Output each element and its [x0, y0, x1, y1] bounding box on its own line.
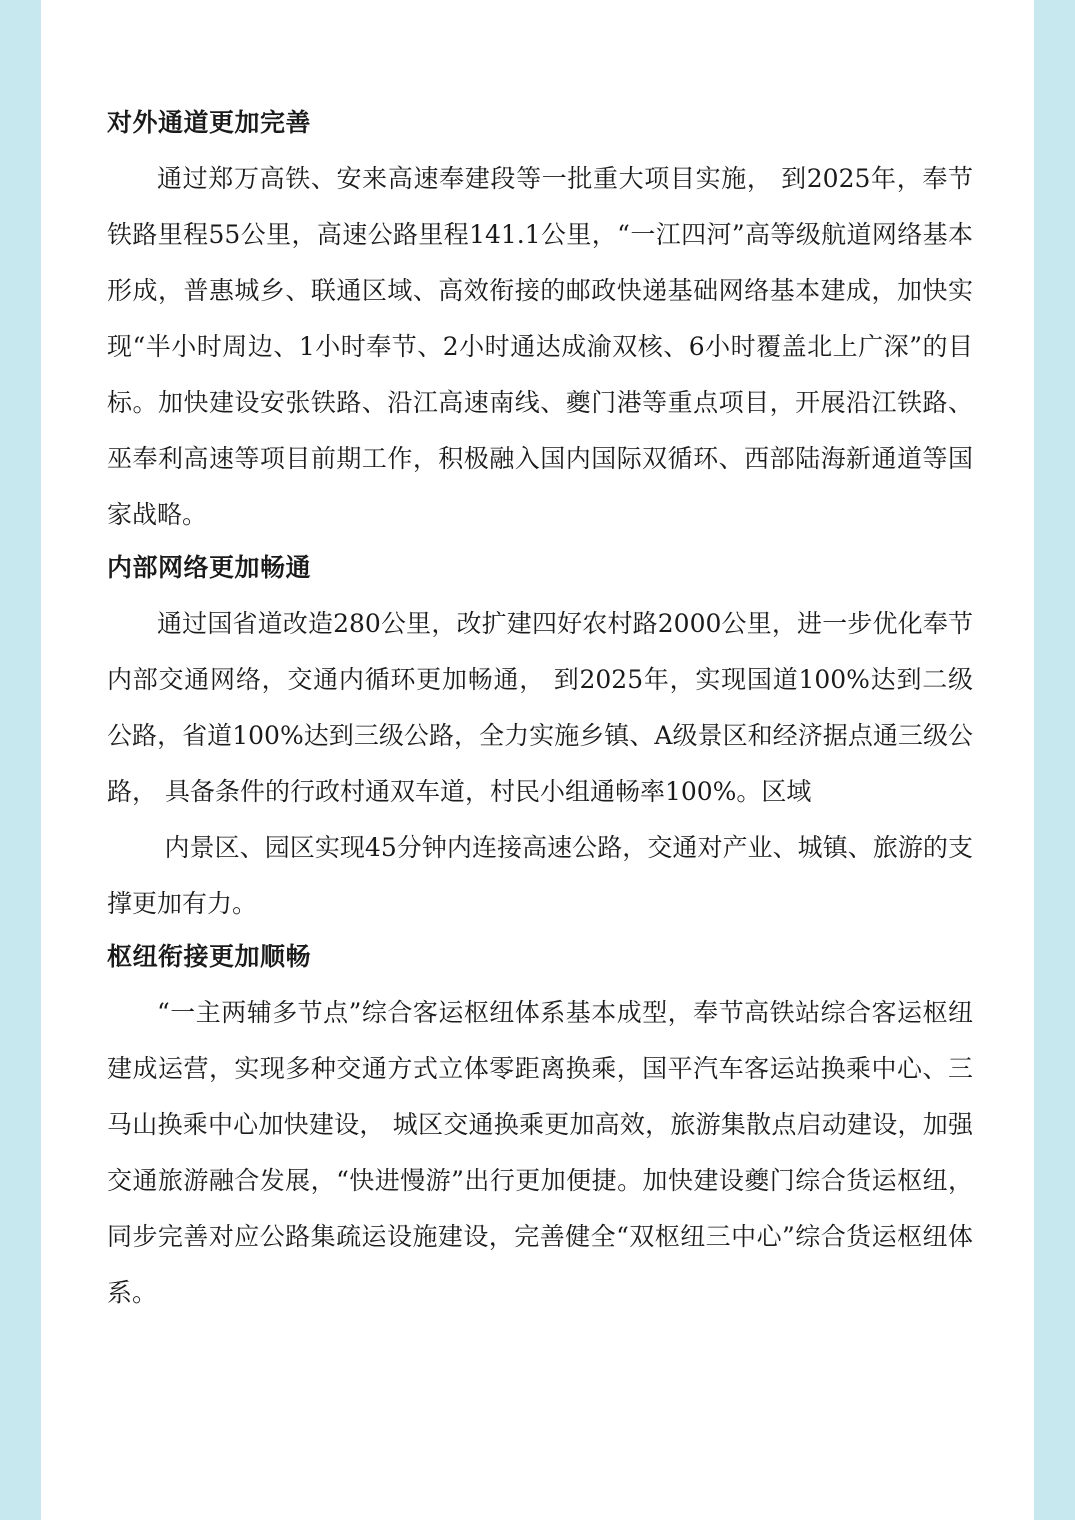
section-heading: 枢纽衔接更加顺畅	[107, 942, 312, 971]
paragraph: 通过郑万高铁、安来高速奉建段等一批重大项目实施， 到2025年，奉节铁路里程55公里，高速公路里程141.1公里，“一江四河”高等级航道网络基本形成，普惠城乡、联通区域、高效衔接的邮政快递基础网络基本建成，加快实现“半小时周边、1小时奉节、2小时通达成渝双核、6小时覆盖北上广深”的目标。加快建设安张铁路、沿江高速南线、夔门港等重点项目，开展沿江铁路、巫奉利高速等项目前期工作，积极融入国内国际双循环、西部陆海新通道等国家战略。	[107, 164, 973, 529]
section-external-channels	[107, 98, 973, 543]
right-margin-band	[1034, 0, 1075, 1520]
paragraph: “一主两辅多节点”综合客运枢纽体系基本成型，奉节高铁站综合客运枢纽建成运营，实现多种交通方式立体零距离换乘，国平汽车客运站换乘中心、三马山换乘中心加快建设， 城区交通换乘更加高效，旅游集散点启动建设，加强交通旅游融合发展，“快进慢游”出行更加便捷。加快建设夔门综合货运枢纽，同步完善对应公路集疏运设施建设，完善健全“双枢纽三中心”综合货运枢纽体系。	[107, 998, 973, 1307]
section-heading: 对外通道更加完善	[107, 108, 312, 137]
left-margin-band	[0, 0, 41, 1520]
paragraph: 通过国省道改造280公里，改扩建四好农村路2000公里，进一步优化奉节内部交通网络，交通内循环更加畅通， 到2025年，实现国道100%达到二级公路，省道100%达到三级公路，全力实施乡镇、A级景区和经济据点通三级公路， 具备条件的行政村通双车道，村民小组通畅率100%。区域	[107, 609, 973, 806]
section-heading: 内部网络更加畅通	[107, 553, 312, 582]
paragraph: 内景区、园区实现45分钟内连接高速公路，交通对产业、城镇、旅游的支撑更加有力。	[107, 833, 973, 918]
section-internal-network	[107, 543, 973, 932]
section-hub-connection	[107, 932, 973, 1321]
document-body	[107, 98, 973, 1321]
